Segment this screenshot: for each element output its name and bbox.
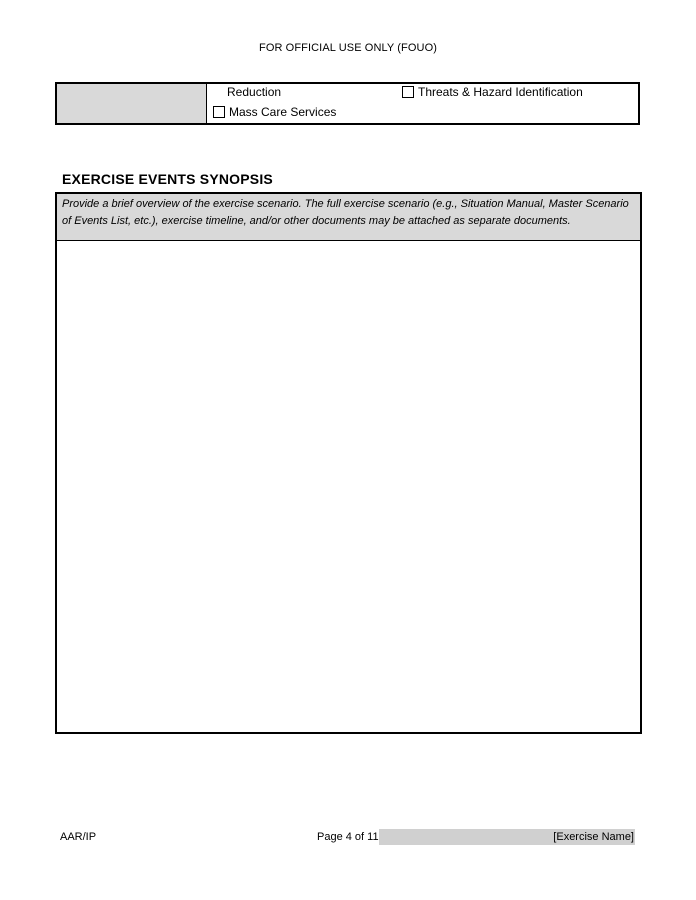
- synopsis-table: [55, 192, 642, 734]
- section-title: EXERCISE EVENTS SYNOPSIS: [62, 171, 273, 187]
- exercise-name-field[interactable]: [Exercise Name]: [379, 829, 635, 845]
- capabilities-label-cell: [57, 84, 207, 123]
- core-capabilities-table: [55, 82, 640, 125]
- synopsis-text-area[interactable]: [57, 241, 640, 730]
- capabilities-list-cell: [207, 84, 638, 123]
- footer-doc-type: AAR/IP: [60, 831, 97, 843]
- capability-item-reduction: [227, 85, 281, 99]
- footer-page-number: Page 4 of 11: [317, 831, 379, 843]
- capability-item-threats-hazard-identification[interactable]: [402, 85, 583, 99]
- synopsis-instructions: Provide a brief overview of the exercise scenario. The full exercise scenario (e.g., Situation Manual, Master Scenario of Events List, etc.), exercise timeline, and/or other documents may be attached as separate documents.: [57, 194, 640, 241]
- checkbox-icon[interactable]: [402, 86, 414, 98]
- capability-item-mass-care-services[interactable]: [213, 105, 336, 119]
- classification-header: FOR OFFICIAL USE ONLY (FOUO): [259, 42, 437, 54]
- checkbox-icon[interactable]: [213, 106, 225, 118]
- capability-label: Mass Care Services: [229, 105, 337, 119]
- capability-label: Threats & Hazard Identification: [418, 85, 583, 99]
- capability-label: Reduction: [227, 85, 282, 99]
